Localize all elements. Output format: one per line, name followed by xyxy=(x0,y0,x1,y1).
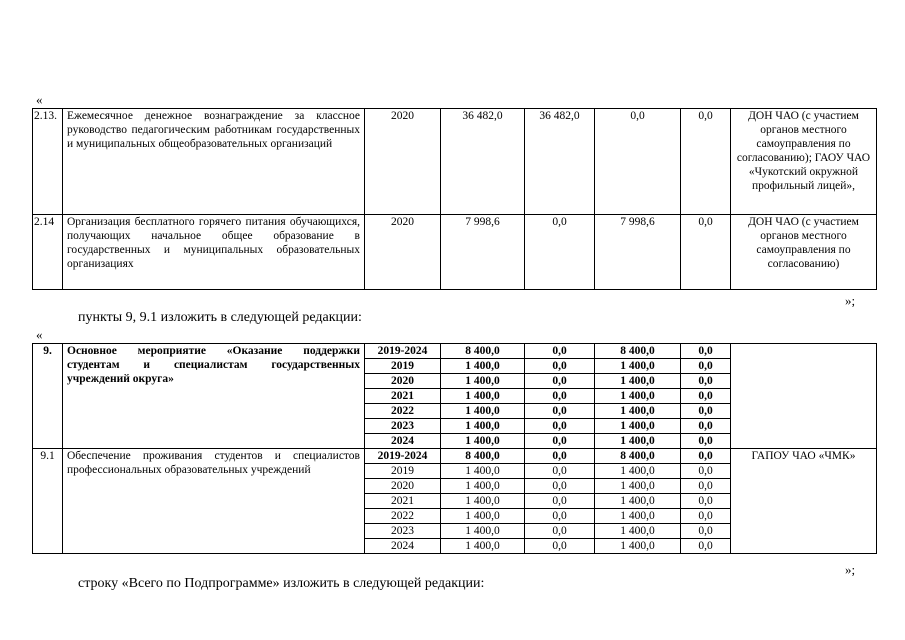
year-cell: 2022 xyxy=(365,404,441,419)
value-cell-v4: 0,0 xyxy=(681,449,731,464)
row-number: 2.14 xyxy=(33,215,63,290)
row-value-federal: 36 482,0 xyxy=(525,109,595,215)
year-cell: 2020 xyxy=(365,374,441,389)
table-row-2-13 xyxy=(33,109,877,215)
row-executor: ГАПОУ ЧАО «ЧМК» xyxy=(731,449,877,554)
value-cell-v4: 0,0 xyxy=(681,464,731,479)
year-cell: 2022 xyxy=(365,509,441,524)
value-cell-v1: 1 400,0 xyxy=(441,464,525,479)
value-cell-v2: 0,0 xyxy=(525,494,595,509)
year-cell: 2024 xyxy=(365,539,441,554)
year-cell: 2020 xyxy=(365,479,441,494)
value-cell-v3: 1 400,0 xyxy=(595,479,681,494)
row-value-federal: 0,0 xyxy=(525,215,595,290)
value-cell-v4: 0,0 xyxy=(681,374,731,389)
value-cell-v3: 1 400,0 xyxy=(595,404,681,419)
value-cell-v1: 1 400,0 xyxy=(441,479,525,494)
value-cell-v3: 1 400,0 xyxy=(595,359,681,374)
value-cell-v4: 0,0 xyxy=(681,359,731,374)
value-cell-v1: 1 400,0 xyxy=(441,494,525,509)
row-executor: ДОН ЧАО (с участием органов местного самоуправления по согласованию) xyxy=(731,215,877,290)
value-cell-v3: 1 400,0 xyxy=(595,539,681,554)
value-cell-v3: 1 400,0 xyxy=(595,374,681,389)
closing-quote-2: »; xyxy=(845,562,856,577)
value-cell-v2: 0,0 xyxy=(525,389,595,404)
value-cell-v2: 0,0 xyxy=(525,419,595,434)
closing-quote-1: »; xyxy=(845,293,856,308)
value-cell-v3: 1 400,0 xyxy=(595,494,681,509)
value-cell-v1: 1 400,0 xyxy=(441,419,525,434)
row-name: Основное мероприятие «Оказание поддержки студентам и специалистам государственных учреждений округа» xyxy=(63,344,365,449)
row-name: Ежемесячное денежное вознаграждение за классное руководство педагогическим работникам государственных и муниципальных общеобразовательных организаций xyxy=(63,109,365,215)
value-cell-v1: 8 400,0 xyxy=(441,344,525,359)
row-executor: ДОН ЧАО (с участием органов местного самоуправления по согласованию); ГАОУ ЧАО «Чукотский окружной профильный лицей», xyxy=(731,109,877,215)
value-cell-v4: 0,0 xyxy=(681,434,731,449)
value-cell-v2: 0,0 xyxy=(525,359,595,374)
row-year: 2020 xyxy=(365,215,441,290)
value-cell-v4: 0,0 xyxy=(681,344,731,359)
opening-quote-1: « xyxy=(36,92,43,107)
row-value-local: 0,0 xyxy=(681,215,731,290)
value-cell-v3: 1 400,0 xyxy=(595,464,681,479)
year-cell: 2021 xyxy=(365,494,441,509)
year-cell: 2019 xyxy=(365,464,441,479)
value-cell-v1: 8 400,0 xyxy=(441,449,525,464)
value-cell-v4: 0,0 xyxy=(681,479,731,494)
year-cell: 2019-2024 xyxy=(365,344,441,359)
value-cell-v3: 1 400,0 xyxy=(595,434,681,449)
value-cell-v2: 0,0 xyxy=(525,509,595,524)
year-cell: 2021 xyxy=(365,389,441,404)
value-cell-v4: 0,0 xyxy=(681,509,731,524)
value-cell-v4: 0,0 xyxy=(681,404,731,419)
table-row-2-14 xyxy=(33,215,877,290)
value-cell-v3: 1 400,0 xyxy=(595,419,681,434)
row-value-regional: 0,0 xyxy=(595,109,681,215)
row-number: 9.1 xyxy=(33,449,63,554)
value-cell-v2: 0,0 xyxy=(525,539,595,554)
value-cell-v2: 0,0 xyxy=(525,344,595,359)
table-row-row9-year xyxy=(33,344,877,359)
row-number: 9. xyxy=(33,344,63,449)
table-items-9-9-1 xyxy=(32,343,877,554)
value-cell-v4: 0,0 xyxy=(681,524,731,539)
year-cell: 2019-2024 xyxy=(365,449,441,464)
row-value-total: 7 998,6 xyxy=(441,215,525,290)
value-cell-v1: 1 400,0 xyxy=(441,509,525,524)
value-cell-v2: 0,0 xyxy=(525,524,595,539)
value-cell-v2: 0,0 xyxy=(525,464,595,479)
value-cell-v1: 1 400,0 xyxy=(441,434,525,449)
value-cell-v1: 1 400,0 xyxy=(441,389,525,404)
row-value-local: 0,0 xyxy=(681,109,731,215)
value-cell-v3: 1 400,0 xyxy=(595,389,681,404)
value-cell-v3: 1 400,0 xyxy=(595,509,681,524)
row-executor xyxy=(731,344,877,449)
value-cell-v2: 0,0 xyxy=(525,449,595,464)
instruction-paragraph-1: пункты 9, 9.1 изложить в следующей редакции: xyxy=(78,310,362,325)
value-cell-v1: 1 400,0 xyxy=(441,524,525,539)
value-cell-v2: 0,0 xyxy=(525,479,595,494)
value-cell-v1: 1 400,0 xyxy=(441,404,525,419)
row-name: Обеспечение проживания студентов и специалистов профессиональных образовательных учреждений xyxy=(63,449,365,554)
year-cell: 2023 xyxy=(365,524,441,539)
value-cell-v4: 0,0 xyxy=(681,419,731,434)
value-cell-v3: 1 400,0 xyxy=(595,524,681,539)
row-year: 2020 xyxy=(365,109,441,215)
value-cell-v2: 0,0 xyxy=(525,434,595,449)
row-value-regional: 7 998,6 xyxy=(595,215,681,290)
value-cell-v4: 0,0 xyxy=(681,389,731,404)
value-cell-v3: 8 400,0 xyxy=(595,344,681,359)
row-value-total: 36 482,0 xyxy=(441,109,525,215)
value-cell-v1: 1 400,0 xyxy=(441,374,525,389)
row-number: 2.13. xyxy=(33,109,63,215)
value-cell-v2: 0,0 xyxy=(525,404,595,419)
value-cell-v4: 0,0 xyxy=(681,539,731,554)
value-cell-v4: 0,0 xyxy=(681,494,731,509)
year-cell: 2019 xyxy=(365,359,441,374)
value-cell-v2: 0,0 xyxy=(525,374,595,389)
value-cell-v3: 8 400,0 xyxy=(595,449,681,464)
year-cell: 2024 xyxy=(365,434,441,449)
instruction-paragraph-2: строку «Всего по Подпрограмме» изложить в следующей редакции: xyxy=(78,576,485,591)
row-name: Организация бесплатного горячего питания обучающихся, получающих начальное общее образование в государственных и муниципальных образовательных организациях xyxy=(63,215,365,290)
table-items-2-13-2-14 xyxy=(32,108,877,290)
table-row-row91-year xyxy=(33,449,877,464)
value-cell-v1: 1 400,0 xyxy=(441,539,525,554)
value-cell-v1: 1 400,0 xyxy=(441,359,525,374)
year-cell: 2023 xyxy=(365,419,441,434)
opening-quote-2: « xyxy=(36,327,43,342)
